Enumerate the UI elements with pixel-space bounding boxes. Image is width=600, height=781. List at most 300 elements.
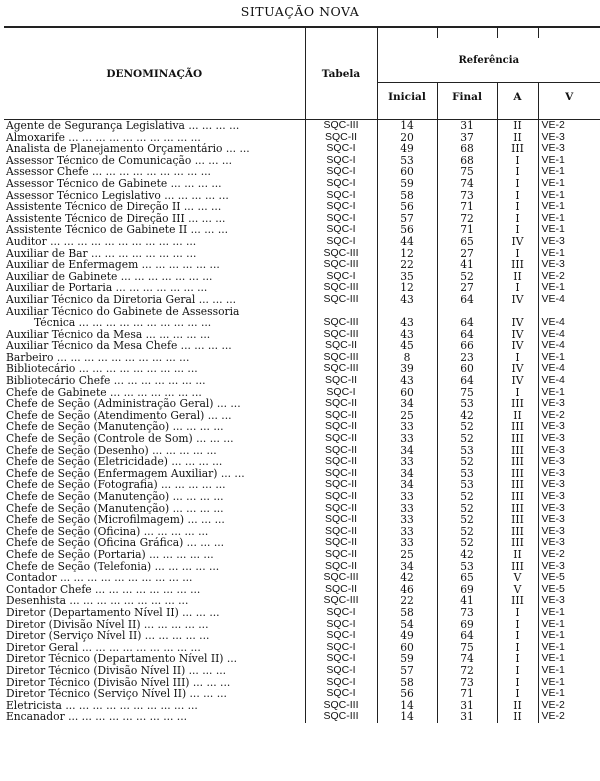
a-cell: III	[497, 491, 538, 503]
tabela-cell: SQC-III	[305, 248, 377, 260]
inicial-cell: 44	[377, 236, 437, 248]
tabela-cell: SQC-III	[305, 282, 377, 294]
tabela-cell: SQC-I	[305, 190, 377, 202]
inicial-cell: 60	[377, 642, 437, 654]
final-cell: 72	[437, 213, 497, 225]
denominacao-cell: Chefe de Seção (Oficina Gráfica) ... ... ...	[6, 537, 225, 549]
table-body	[4, 120, 600, 723]
tabela-cell: SQC-I	[305, 236, 377, 248]
final-cell: 69	[437, 584, 497, 596]
denominacao-cell: Assistente Técnico de Direção II ... ... ...	[6, 201, 222, 213]
v-cell: VE-1	[538, 224, 600, 236]
table-row	[4, 584, 600, 596]
a-cell: I	[497, 282, 538, 294]
denominacao-cell: Auxiliar de Enfermagem ... ... ... ... ... ...	[6, 259, 220, 271]
v-cell: VE-3	[538, 445, 600, 457]
table-row	[4, 595, 600, 607]
inicial-cell: 53	[377, 155, 437, 167]
table-row	[4, 503, 600, 515]
final-cell: 31	[437, 120, 497, 132]
final-cell: 72	[437, 665, 497, 677]
denominacao-cell: Chefe de Seção (Atendimento Geral) ... ...	[6, 409, 232, 422]
final-cell: 73	[437, 190, 497, 202]
denominacao-cell: Auxiliar Técnico da Mesa ... ... ... ... ...	[6, 328, 211, 341]
final-cell: 74	[437, 178, 497, 190]
a-cell: V	[497, 584, 538, 596]
v-cell: VE-4	[538, 294, 600, 306]
v-cell: VE-1	[538, 155, 600, 167]
final-cell	[437, 306, 497, 318]
inicial-cell: 33	[377, 456, 437, 468]
denominacao-cell: Auxiliar Técnico da Diretoria Geral ... ... ...	[6, 293, 237, 306]
header-tabela: Tabela	[305, 38, 377, 110]
denominacao-cell: Assistente Técnico de Direção III ... ... ...	[6, 212, 226, 225]
denominacao-cell: Contador Chefe ... ... ... ... ... ... ... ...	[6, 583, 201, 596]
inicial-cell: 58	[377, 190, 437, 202]
table-row	[4, 306, 600, 318]
salary-table	[4, 26, 600, 723]
a-cell: II	[497, 700, 538, 712]
table-row	[4, 143, 600, 155]
tabela-cell: SQC-II	[305, 433, 377, 445]
inicial-cell: 60	[377, 166, 437, 178]
final-cell: 71	[437, 224, 497, 236]
denominacao-cell: Almoxarife ... ... ... ... ... ... ... ... ... ...	[6, 131, 201, 144]
final-cell: 75	[437, 642, 497, 654]
a-cell: II	[497, 132, 538, 144]
table-row	[4, 630, 600, 642]
final-cell: 52	[437, 456, 497, 468]
a-cell: III	[497, 595, 538, 607]
denominacao-cell: Chefe de Seção (Administração Geral) ... ...	[6, 398, 241, 410]
inicial-cell: 43	[377, 317, 437, 329]
denominacao-cell: Chefe de Seção (Enfermagem Auxiliar) ... ...	[6, 467, 245, 480]
table-row	[4, 607, 600, 619]
table-row	[4, 665, 600, 677]
final-cell: 52	[437, 503, 497, 515]
a-cell: I	[497, 190, 538, 202]
denominacao-cell: Encanador ... ... ... ... ... ... ... ... ...	[6, 711, 187, 723]
table-row	[4, 688, 600, 700]
a-cell	[497, 306, 538, 318]
v-cell: VE-1	[538, 665, 600, 677]
inicial-cell: 49	[377, 630, 437, 642]
table-row	[4, 224, 600, 236]
table-row	[4, 282, 600, 294]
a-cell: III	[497, 445, 538, 457]
tabela-cell: SQC-I	[305, 213, 377, 225]
v-cell: VE-1	[538, 213, 600, 225]
v-cell: VE-4	[538, 329, 600, 341]
tabela-cell: SQC-II	[305, 421, 377, 433]
table-row	[4, 398, 600, 410]
v-cell: VE-2	[538, 711, 600, 723]
v-cell: VE-1	[538, 166, 600, 178]
tabela-cell: SQC-II	[305, 456, 377, 468]
table-row	[4, 236, 600, 248]
final-cell: 41	[437, 259, 497, 271]
v-cell: VE-4	[538, 363, 600, 375]
a-cell: III	[497, 398, 538, 410]
tabela-cell: SQC-I	[305, 619, 377, 631]
denominacao-cell: Chefe de Seção (Microfilmagem) ... ... ...	[6, 514, 225, 526]
tabela-cell: SQC-II	[305, 410, 377, 422]
denominacao-cell: Diretor (Divisão Nível II) ... ... ... ... ...	[6, 618, 209, 631]
inicial-cell: 56	[377, 224, 437, 236]
tabela-cell: SQC-III	[305, 700, 377, 712]
table-row	[4, 387, 600, 399]
denominacao-cell: Chefe de Seção (Controle de Som) ... ... ...	[6, 433, 234, 445]
inicial-cell: 12	[377, 248, 437, 260]
table-row	[4, 561, 600, 573]
table-row	[4, 677, 600, 689]
table-row	[4, 468, 600, 480]
tabela-cell: SQC-II	[305, 340, 377, 352]
a-cell: I	[497, 387, 538, 399]
v-cell: VE-3	[538, 433, 600, 445]
v-cell: VE-1	[538, 282, 600, 294]
v-cell: VE-3	[538, 143, 600, 155]
inicial-cell: 14	[377, 711, 437, 723]
tabela-cell: SQC-III	[305, 711, 377, 723]
final-cell: 52	[437, 433, 497, 445]
v-cell: VE-3	[538, 537, 600, 549]
inicial-cell: 14	[377, 120, 437, 132]
tabela-cell: SQC-I	[305, 166, 377, 178]
tabela-cell: SQC-II	[305, 526, 377, 538]
final-cell: 23	[437, 352, 497, 364]
inicial-cell: 35	[377, 271, 437, 283]
final-cell: 64	[437, 329, 497, 341]
table-row	[4, 642, 600, 654]
final-cell: 66	[437, 340, 497, 352]
v-cell: VE-2	[538, 700, 600, 712]
v-cell: VE-1	[538, 619, 600, 631]
inicial-cell: 42	[377, 572, 437, 584]
a-cell: IV	[497, 329, 538, 341]
final-cell: 52	[437, 537, 497, 549]
a-cell: IV	[497, 375, 538, 387]
v-cell: VE-3	[538, 421, 600, 433]
a-cell: II	[497, 711, 538, 723]
tabela-cell: SQC-I	[305, 607, 377, 619]
inicial-cell: 58	[377, 607, 437, 619]
inicial-cell: 34	[377, 468, 437, 480]
inicial-cell: 39	[377, 363, 437, 375]
final-cell: 52	[437, 491, 497, 503]
v-cell: VE-3	[538, 491, 600, 503]
table-row	[4, 421, 600, 433]
table-row	[4, 166, 600, 178]
denominacao-cell: Chefe de Gabinete ... ... ... ... ... ... ...	[6, 386, 202, 399]
final-cell: 53	[437, 561, 497, 573]
tabela-cell: SQC-II	[305, 514, 377, 526]
denominacao-cell: Barbeiro ... ... ... ... ... ... ... ... ... ...	[6, 351, 190, 364]
inicial-cell: 33	[377, 514, 437, 526]
final-cell: 75	[437, 387, 497, 399]
denominacao-cell: Diretor Técnico (Divisão Nível III) ... ... ...	[6, 676, 231, 689]
inicial-cell: 59	[377, 178, 437, 190]
tabela-cell: SQC-I	[305, 387, 377, 399]
inicial-cell: 33	[377, 491, 437, 503]
tabela-cell: SQC-II	[305, 398, 377, 410]
v-cell: VE-3	[538, 259, 600, 271]
v-cell: VE-1	[538, 387, 600, 399]
tabela-cell: SQC-I	[305, 630, 377, 642]
tabela-cell: SQC-I	[305, 653, 377, 665]
denominacao-cell: Auxiliar de Bar ... ... ... ... ... ... ... ...	[6, 247, 197, 260]
final-cell: 68	[437, 155, 497, 167]
final-cell: 53	[437, 468, 497, 480]
inicial-cell: 33	[377, 503, 437, 515]
tabela-cell: SQC-I	[305, 178, 377, 190]
table-row	[4, 132, 600, 144]
v-cell: VE-3	[538, 514, 600, 526]
v-cell: VE-2	[538, 120, 600, 132]
denominacao-cell: Chefe de Seção (Fotografia) ... ... ... ... ...	[6, 479, 226, 491]
final-cell: 52	[437, 421, 497, 433]
v-cell: VE-1	[538, 352, 600, 364]
a-cell: IV	[497, 317, 538, 329]
a-cell: II	[497, 410, 538, 422]
v-cell: VE-1	[538, 630, 600, 642]
tabela-cell: SQC-I	[305, 688, 377, 700]
inicial-cell: 25	[377, 410, 437, 422]
v-cell: VE-1	[538, 248, 600, 260]
inicial-cell: 34	[377, 398, 437, 410]
denominacao-cell: Assessor Técnico de Comunicação ... ... ...	[6, 154, 233, 167]
tabela-cell: SQC-I	[305, 665, 377, 677]
a-cell: III	[497, 143, 538, 155]
v-cell: VE-3	[538, 561, 600, 573]
v-cell: VE-3	[538, 503, 600, 515]
inicial-cell: 20	[377, 132, 437, 144]
a-cell: I	[497, 201, 538, 213]
v-cell: VE-1	[538, 688, 600, 700]
header-a: A	[497, 83, 538, 111]
final-cell: 41	[437, 595, 497, 607]
table-row	[4, 271, 600, 283]
tabela-cell: SQC-II	[305, 561, 377, 573]
a-cell: I	[497, 178, 538, 190]
a-cell: III	[497, 479, 538, 491]
a-cell: I	[497, 619, 538, 631]
inicial-cell: 34	[377, 561, 437, 573]
table-row	[4, 155, 600, 167]
tabela-cell: SQC-II	[305, 479, 377, 491]
table-row	[4, 572, 600, 584]
table-row	[4, 317, 600, 329]
tabela-cell: SQC-III	[305, 352, 377, 364]
v-cell: VE-5	[538, 572, 600, 584]
table-row	[4, 329, 600, 341]
table-row	[4, 653, 600, 665]
final-cell: 53	[437, 445, 497, 457]
inicial-cell: 56	[377, 688, 437, 700]
denominacao-cell: Auxiliar de Portaria ... ... ... ... ... ... ...	[6, 282, 208, 294]
v-cell: VE-3	[538, 398, 600, 410]
table-row	[4, 201, 600, 213]
inicial-cell: 25	[377, 549, 437, 561]
tabela-cell: SQC-II	[305, 549, 377, 561]
a-cell: III	[497, 456, 538, 468]
denominacao-cell: Chefe de Seção (Desenho) ... ... ... ... ...	[6, 444, 217, 457]
denominacao-cell: Diretor Técnico (Serviço Nível II) ... ... ...	[6, 688, 227, 700]
final-cell: 74	[437, 653, 497, 665]
final-cell: 64	[437, 375, 497, 387]
a-cell: III	[497, 561, 538, 573]
tabela-cell: SQC-I	[305, 224, 377, 236]
a-cell: III	[497, 433, 538, 445]
denominacao-cell: Bibliotecário Chefe ... ... ... ... ... ... ...	[6, 375, 206, 387]
inicial-cell: 34	[377, 445, 437, 457]
header-referencia: Referência	[377, 38, 600, 83]
tabela-cell: SQC-III	[305, 259, 377, 271]
denominacao-text: Técnica ... ... ... ... ... ... ... ... ... ...	[34, 317, 212, 329]
table-row	[4, 514, 600, 526]
final-cell: 31	[437, 711, 497, 723]
a-cell: V	[497, 572, 538, 584]
denominacao-cell: Auxiliar Técnico do Gabinete de Assessoria	[6, 305, 240, 318]
tabela-cell: SQC-III	[305, 294, 377, 306]
denominacao-cell: Diretor Geral ... ... ... ... ... ... ... ... ...	[6, 641, 201, 654]
a-cell: I	[497, 607, 538, 619]
inicial-cell: 59	[377, 653, 437, 665]
tabela-cell: SQC-II	[305, 537, 377, 549]
a-cell: II	[497, 120, 538, 132]
denominacao-cell: Chefe de Seção (Manutenção) ... ... ... ...	[6, 421, 224, 434]
final-cell: 69	[437, 619, 497, 631]
final-cell: 27	[437, 282, 497, 294]
denominacao-cell	[4, 317, 305, 329]
table-row	[4, 526, 600, 538]
a-cell: I	[497, 677, 538, 689]
inicial-cell: 33	[377, 433, 437, 445]
denominacao-cell: Assessor Técnico de Gabinete ... ... ... ...	[6, 177, 222, 190]
final-cell: 52	[437, 526, 497, 538]
denominacao-cell: Chefe de Seção (Manutenção) ... ... ... ...	[6, 491, 224, 503]
a-cell: III	[497, 526, 538, 538]
tabela-cell: SQC-III	[305, 572, 377, 584]
inicial-cell: 43	[377, 375, 437, 387]
v-cell: VE-3	[538, 456, 600, 468]
table-row	[4, 352, 600, 364]
v-cell: VE-3	[538, 132, 600, 144]
tabela-cell: SQC-I	[305, 271, 377, 283]
denominacao-cell: Contador ... ... ... ... ... ... ... ... ... ...	[6, 572, 193, 584]
v-cell: VE-4	[538, 340, 600, 352]
a-cell: III	[497, 468, 538, 480]
denominacao-cell: Diretor (Serviço Nível II) ... ... ... ... ...	[6, 630, 210, 642]
inicial-cell: 34	[377, 479, 437, 491]
a-cell: I	[497, 224, 538, 236]
v-cell: VE-1	[538, 607, 600, 619]
v-cell: VE-1	[538, 677, 600, 689]
denominacao-cell: Auxiliar de Gabinete ... ... ... ... ... ... ...	[6, 270, 213, 283]
denominacao-cell: Diretor Técnico (Divisão Nível II) ... ... ...	[6, 664, 227, 677]
a-cell: III	[497, 514, 538, 526]
table-row	[4, 248, 600, 260]
table-row	[4, 711, 600, 723]
final-cell: 65	[437, 236, 497, 248]
a-cell: I	[497, 155, 538, 167]
table-row	[4, 190, 600, 202]
table-row	[4, 178, 600, 190]
tabela-cell: SQC-II	[305, 132, 377, 144]
tabela-cell: SQC-III	[305, 120, 377, 132]
final-cell: 52	[437, 271, 497, 283]
header-final: Final	[437, 83, 497, 111]
inicial-cell: 8	[377, 352, 437, 364]
final-cell: 71	[437, 201, 497, 213]
table-row	[4, 213, 600, 225]
table-row	[4, 120, 600, 132]
a-cell: I	[497, 665, 538, 677]
a-cell: I	[497, 213, 538, 225]
v-cell: VE-2	[538, 271, 600, 283]
inicial-cell: 22	[377, 259, 437, 271]
tabela-cell: SQC-II	[305, 491, 377, 503]
denominacao-cell: Chefe de Seção (Portaria) ... ... ... ... ...	[6, 548, 214, 561]
header-inicial: Inicial	[377, 83, 437, 111]
a-cell: I	[497, 653, 538, 665]
final-cell: 60	[437, 363, 497, 375]
a-cell: I	[497, 630, 538, 642]
tabela-cell: SQC-III	[305, 317, 377, 329]
v-cell: VE-2	[538, 549, 600, 561]
table-row	[4, 445, 600, 457]
v-cell: VE-1	[538, 178, 600, 190]
denominacao-cell: Bibliotecário ... ... ... ... ... ... ... ... ...	[6, 363, 198, 376]
v-cell: VE-1	[538, 642, 600, 654]
a-cell: I	[497, 352, 538, 364]
header-denominacao: DENOMINAÇÃO	[106, 68, 203, 80]
inicial-cell: 33	[377, 526, 437, 538]
table-row	[4, 456, 600, 468]
tabela-cell: SQC-I	[305, 143, 377, 155]
inicial-cell: 54	[377, 619, 437, 631]
denominacao-cell: Assessor Técnico Legislativo ... ... ... ... ...	[6, 189, 229, 202]
v-cell: VE-2	[538, 410, 600, 422]
denominacao-cell: Diretor Técnico (Departamento Nível II) ...	[6, 653, 238, 665]
final-cell: 64	[437, 294, 497, 306]
final-cell: 73	[437, 607, 497, 619]
table-row	[4, 363, 600, 375]
tabela-cell: SQC-I	[305, 155, 377, 167]
a-cell: III	[497, 537, 538, 549]
table-row	[4, 537, 600, 549]
final-cell: 27	[437, 248, 497, 260]
final-cell: 42	[437, 410, 497, 422]
v-cell: VE-4	[538, 375, 600, 387]
a-cell: II	[497, 549, 538, 561]
denominacao-cell: Chefe de Seção (Eletricidade) ... ... ... ...	[6, 456, 223, 468]
v-cell: VE-3	[538, 479, 600, 491]
final-cell: 53	[437, 398, 497, 410]
table-row	[4, 433, 600, 445]
inicial-cell: 45	[377, 340, 437, 352]
inicial-cell: 60	[377, 387, 437, 399]
a-cell: III	[497, 503, 538, 515]
a-cell: IV	[497, 363, 538, 375]
denominacao-cell: Auditor ... ... ... ... ... ... ... ... ... ... ...	[6, 235, 197, 248]
tabela-cell: SQC-II	[305, 584, 377, 596]
inicial-cell: 49	[377, 143, 437, 155]
final-cell: 73	[437, 677, 497, 689]
inicial-cell: 12	[377, 282, 437, 294]
denominacao-cell: Eletricista ... ... ... ... ... ... ... ... ... ...	[6, 699, 198, 712]
inicial-cell	[377, 306, 437, 318]
